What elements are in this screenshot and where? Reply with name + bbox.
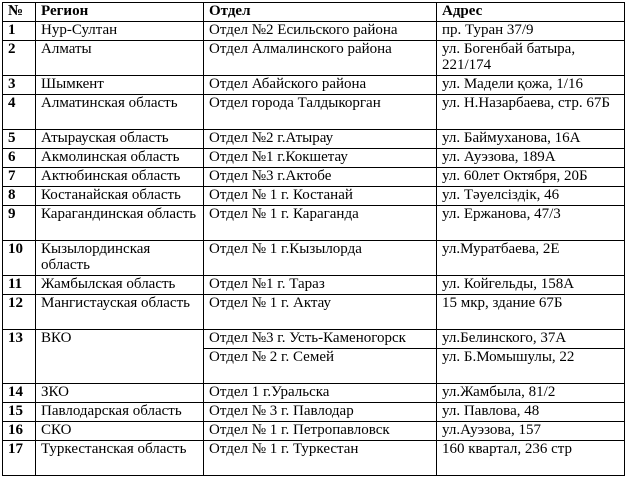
region-cell: Алматинская область — [36, 95, 204, 130]
address-cell: ул. Н.Назарбаева, стр. 67Б — [437, 95, 625, 130]
region-cell: Нур-Султан — [36, 22, 204, 41]
table-row — [3, 187, 625, 206]
address-cell: ул.Жамбыла, 81/2 — [437, 384, 625, 403]
region-cell: Карагандинская область — [36, 206, 204, 241]
header-address: Адрес — [437, 3, 625, 22]
region-cell: ЗКО — [36, 384, 204, 403]
table-row — [3, 130, 625, 149]
table-row — [3, 330, 625, 349]
office-cell: Отдел Алмалинского района — [204, 41, 437, 76]
office-cell: Отдел города Талдыкорган — [204, 95, 437, 130]
row-number: 15 — [3, 403, 36, 422]
address-cell: ул. 60лет Октября, 20Б — [437, 168, 625, 187]
region-cell: Костанайская область — [36, 187, 204, 206]
office-cell: Отдел №2 г.Атырау — [204, 130, 437, 149]
table-row — [3, 441, 625, 476]
office-cell: Отдел №1 г. Тараз — [204, 276, 437, 295]
office-cell: Отдел №1 г.Кокшетау — [204, 149, 437, 168]
office-cell: Отдел Абайского района — [204, 76, 437, 95]
table-row — [3, 22, 625, 41]
address-cell: ул. Баймуханова, 16А — [437, 130, 625, 149]
office-cell: Отдел № 1 г. Костанай — [204, 187, 437, 206]
region-cell: Шымкент — [36, 76, 204, 95]
office-cell: Отдел № 3 г. Павлодар — [204, 403, 437, 422]
address-cell: 160 квартал, 236 стр — [437, 441, 625, 476]
region-cell: Акмолинская область — [36, 149, 204, 168]
address-cell: ул. Тәуелсіздік, 46 — [437, 187, 625, 206]
office-cell: Отдел № 1 г. Актау — [204, 295, 437, 330]
region-cell: Мангистауская область — [36, 295, 204, 330]
office-cell: Отдел № 1 г.Кызылорда — [204, 241, 437, 276]
office-cell: Отдел №2 Есильского района — [204, 22, 437, 41]
office-cell: Отдел №3 г. Усть-Каменогорск — [204, 330, 437, 349]
header-region: Регион — [36, 3, 204, 22]
table-row — [3, 206, 625, 241]
office-cell: Отдел № 1 г. Караганда — [204, 206, 437, 241]
table-row — [3, 403, 625, 422]
row-number: 14 — [3, 384, 36, 403]
address-cell: ул.Ауэзова, 157 — [437, 422, 625, 441]
table-row — [3, 168, 625, 187]
offices-table — [2, 2, 625, 476]
address-cell: ул. Павлова, 48 — [437, 403, 625, 422]
row-number: 9 — [3, 206, 36, 241]
region-cell: Алматы — [36, 41, 204, 76]
row-number: 13 — [3, 330, 36, 384]
row-number: 4 — [3, 95, 36, 130]
row-number: 12 — [3, 295, 36, 330]
address-cell: ул. Б.Момышулы, 22 — [437, 349, 625, 384]
row-number: 3 — [3, 76, 36, 95]
table-row — [3, 295, 625, 330]
header-office: Отдел — [204, 3, 437, 22]
table-row — [3, 384, 625, 403]
header-row — [3, 3, 625, 22]
region-cell: Туркестанская область — [36, 441, 204, 476]
address-cell: ул. Ержанова, 47/3 — [437, 206, 625, 241]
table-row — [3, 41, 625, 76]
office-cell: Отдел 1 г.Уральска — [204, 384, 437, 403]
region-cell: Атырауская область — [36, 130, 204, 149]
table-row — [3, 76, 625, 95]
address-cell: ул.Муратбаева, 2Е — [437, 241, 625, 276]
region-cell: СКО — [36, 422, 204, 441]
address-cell: ул. Койгельды, 158А — [437, 276, 625, 295]
table-row — [3, 149, 625, 168]
row-number: 8 — [3, 187, 36, 206]
header-num: № — [3, 3, 36, 22]
address-cell: ул. Ауэзова, 189А — [437, 149, 625, 168]
row-number: 6 — [3, 149, 36, 168]
row-number: 1 — [3, 22, 36, 41]
address-cell: ул. Мадели қожа, 1/16 — [437, 76, 625, 95]
table-row — [3, 95, 625, 130]
row-number: 11 — [3, 276, 36, 295]
region-cell: Павлодарская область — [36, 403, 204, 422]
region-cell: Жамбылская область — [36, 276, 204, 295]
address-cell: ул. Богенбай батыра, 221/174 — [437, 41, 625, 76]
office-cell: Отдел №3 г.Актобе — [204, 168, 437, 187]
address-cell: пр. Туран 37/9 — [437, 22, 625, 41]
region-cell: Актюбинская область — [36, 168, 204, 187]
address-cell: 15 мкр, здание 67Б — [437, 295, 625, 330]
region-cell: ВКО — [36, 330, 204, 384]
row-number: 5 — [3, 130, 36, 149]
row-number: 2 — [3, 41, 36, 76]
office-cell: Отдел № 2 г. Семей — [204, 349, 437, 384]
table-row — [3, 422, 625, 441]
row-number: 10 — [3, 241, 36, 276]
row-number: 17 — [3, 441, 36, 476]
row-number: 7 — [3, 168, 36, 187]
table-row — [3, 241, 625, 276]
office-cell: Отдел № 1 г. Петропавловск — [204, 422, 437, 441]
office-cell: Отдел № 1 г. Туркестан — [204, 441, 437, 476]
region-cell: Кызылординская область — [36, 241, 204, 276]
address-cell: ул.Белинского, 37А — [437, 330, 625, 349]
table-row — [3, 276, 625, 295]
row-number: 16 — [3, 422, 36, 441]
